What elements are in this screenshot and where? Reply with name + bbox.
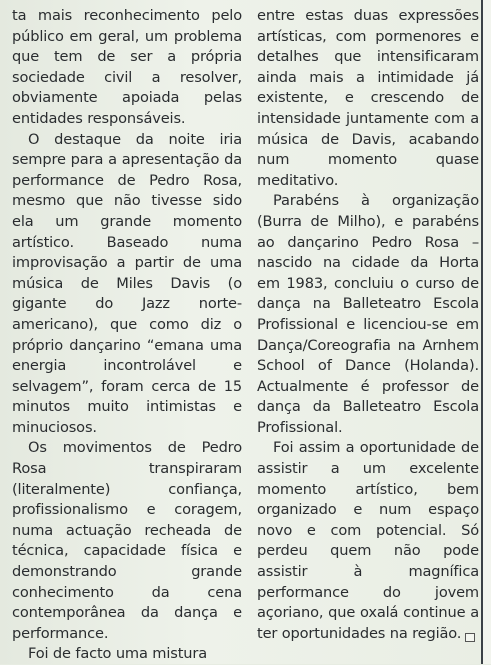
article-column-right — [257, 6, 479, 644]
paragraph: entre estas duas expressões artísticas, com pormenores e detalhes que intensificaram ainda mais a intimidade já existente, e crescendo de intensidade juntamente com a música de Davis, acabando num momento quase meditativo. — [257, 7, 479, 189]
page-margin — [483, 0, 491, 664]
paragraph: Foi de facto uma mistura — [28, 645, 208, 663]
paragraph: O destaque da noite iria sempre para a apresentação da performance de Pedro Rosa, mesmo que não tivesse sido ela um grande momento artístico. Baseado numa improvisação a partir de uma música de Miles Davis (o gigante do Jazz norte-americano), que como diz o próprio dançarino “emana uma energia incontrolável e selvagem”, foram cerca de 15 minutos muito intimistas e minuciosos. — [12, 130, 242, 436]
paragraph: Parabéns à organização (Burra de Milho), e parabéns ao dançarino Pedro Rosa – nascido na cidade da Horta em 1983, concluiu o curso de dança na Balleteatro Escola Profissional e licenciou-se em Dança/Coreografia na Arnhem School of Dance (Holanda). Actualmente é professor de dança da Balleteatro Escola Profissional. — [257, 192, 479, 436]
paragraph: Os movimentos de Pedro Rosa transpiraram (literalmente) confiança, profissionalismo e coragem, numa actuação recheada de técnica, capacidade física e demonstrando grande conhecimento da cena contemporânea da dança e performance. — [12, 439, 242, 642]
paragraph: ta mais reconhecimento pelo público em geral, um problema que tem de ser a própria sociedade civil a resolver, obviamente apoiada pelas entidades responsáveis. — [12, 7, 242, 127]
paragraph — [257, 438, 479, 644]
article-column-left — [12, 6, 242, 665]
article-end-mark-icon — [465, 633, 475, 642]
paragraph-text: Foi assim a oportunidade de assistir a um excelente momento artístico, bem organizado e num espaço novo e com potencial. Só perdeu quem não pode assistir à magnífica performance do jovem açoriano, que oxalá continue a ter oportunidades na região. — [257, 439, 479, 642]
